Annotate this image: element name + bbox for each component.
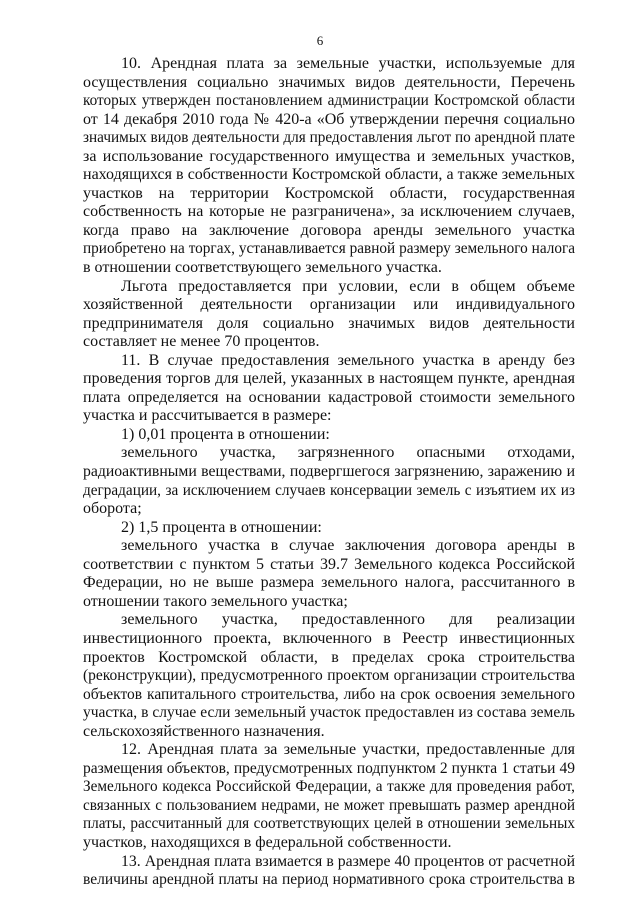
text-line: находящихся в собственности Костромской области, а также земельных: [83, 166, 575, 184]
text-line: хозяйственной деятельности организации или индивидуального: [83, 296, 575, 314]
text-line: земельного участка в случае заключения договора аренды в: [121, 537, 575, 555]
text-line: объектов капитального строительства, либо на срок освоения земельного: [83, 685, 575, 703]
text-line: земельного участка, загрязненного опасными отходами,: [121, 444, 575, 462]
text-line: (реконструкции), предусмотренного проектом организации строительства: [83, 667, 575, 685]
text-line: сельскохозяйственного назначения.: [83, 722, 325, 740]
text-line: которых утвержден постановлением администрации Костромской области: [83, 92, 575, 110]
text-line: проектов Костромской области, в пределах срока строительства: [83, 648, 575, 666]
text-line: величины арендной платы на период нормативного срока строительства в: [83, 871, 575, 889]
text-line: собственность на которые не разграничена», за исключением случаев,: [83, 203, 575, 221]
text-line: радиоактивными веществами, подвергшегося загрязнению, заражению и: [83, 463, 575, 481]
text-line: в отношении соответствующего земельного участка.: [83, 259, 442, 277]
text-line: земельного участка, предоставленного для реализации: [121, 611, 575, 629]
text-line: за использование государственного имущества и земельных участков,: [83, 147, 575, 165]
text-line: оборота;: [83, 500, 142, 518]
text-line: когда право на заключение договора аренды земельного участка: [83, 221, 575, 239]
text-line: размещения объектов, предусмотренных подпунктом 2 пункта 1 статьи 49: [83, 759, 575, 777]
text-line: участков, находящихся в федеральной собственности.: [83, 833, 452, 851]
text-line: Льгота предоставляется при условии, если в общем объеме: [121, 277, 575, 295]
text-line: составляет не менее 70 процентов.: [83, 333, 320, 351]
document-body: [83, 55, 575, 890]
text-line: 1) 0,01 процента в отношении:: [121, 425, 330, 443]
text-line: 10. Арендная плата за земельные участки, используемые для: [121, 55, 575, 72]
text-line: 11. В случае предоставления земельного участка в аренду без: [121, 351, 575, 369]
text-line: 2) 1,5 процента в отношении:: [121, 518, 322, 536]
text-line: участка и рассчитывается в размере:: [83, 407, 332, 425]
text-line: предпринимателя доля социально значимых видов деятельности: [83, 314, 575, 332]
text-line: Федерации, но не выше размера земельного налога, рассчитанного в: [83, 574, 575, 592]
text-line: осуществления социально значимых видов деятельности, Перечень: [83, 73, 575, 91]
text-line: участка, в случае если земельный участок предоставлен из состава земель: [83, 704, 575, 722]
text-line: связанных с пользованием недрами, не может превышать размер арендной: [83, 796, 575, 814]
text-line: соответствии с пунктом 5 статьи 39.7 Земельного кодекса Российской: [83, 555, 575, 573]
text-line: отношении такого земельного участка;: [83, 592, 348, 610]
text-line: проведения торгов для целей, указанных в настоящем пункте, арендная: [83, 370, 575, 388]
text-line: деградации, за исключением случаев консервации земель с изъятием их из: [83, 481, 575, 499]
text-line: Земельного кодекса Российской Федерации, а также для проведения работ,: [83, 778, 575, 796]
text-line: участков на территории Костромской области, государственная: [83, 184, 575, 202]
text-line: 13. Арендная плата взимается в размере 40 процентов от расчетной: [121, 852, 575, 870]
page-number: 6: [316, 33, 324, 48]
text-line: плата определяется на основании кадастровой стоимости земельного: [83, 388, 575, 406]
text-line: платы, рассчитанный для соответствующих целей в отношении земельных: [83, 815, 575, 833]
text-line: значимых видов деятельности для предоставления льгот по арендной плате: [83, 129, 575, 147]
text-line: от 14 декабря 2010 года № 420-а «Об утверждении перечня социально: [83, 110, 575, 128]
text-line: инвестиционного проекта, включенного в Реестр инвестиционных: [83, 629, 575, 647]
text-line: 12. Арендная плата за земельные участки, предоставленные для: [121, 741, 575, 759]
text-line: приобретено на торгах, устанавливается равной размеру земельного налога: [83, 240, 575, 258]
